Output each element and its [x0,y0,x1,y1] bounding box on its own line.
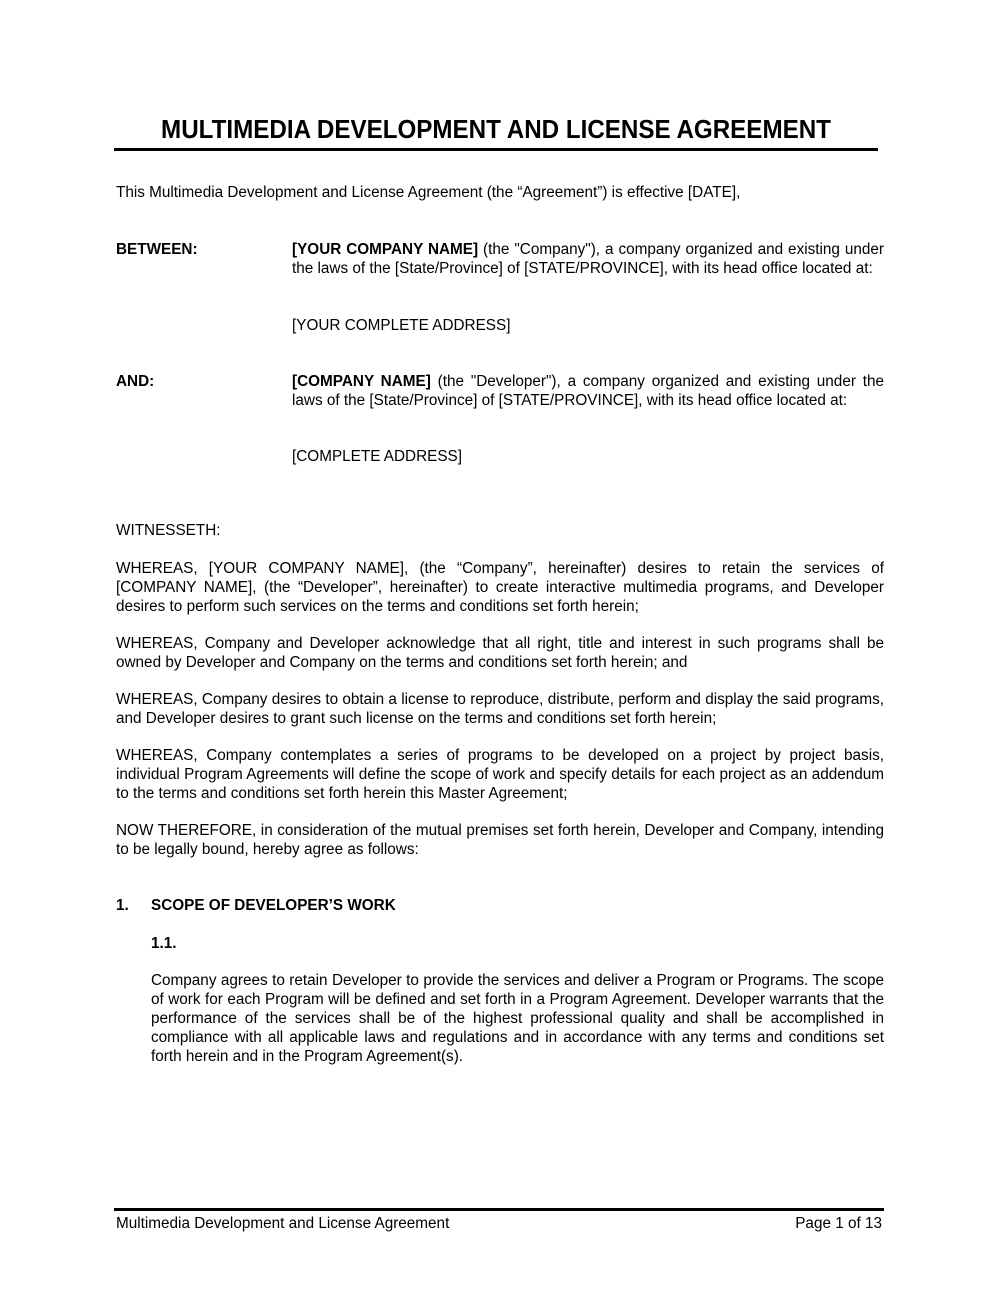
party-company-text: (the "Company"), a company organized and existing under the laws of the [State/Province] of [STATE/PROVINCE], with its head office located at: [292,241,885,277]
party-developer-description [292,372,884,410]
recital-paragraph: WHEREAS, [YOUR COMPANY NAME], (the “Company”, hereinafter) desires to retain the services of [COMPANY NAME], (the “Developer”, hereinafter) to create interactive multimedia programs, and Developer desires to perform such services on the terms and conditions set forth herein; [116,560,884,615]
document-title: MULTIMEDIA DEVELOPMENT AND LICENSE AGREEMENT [161,114,831,144]
party-label-between: BETWEEN: [116,241,198,258]
party-company-name: [YOUR COMPANY NAME] [292,241,479,258]
footer-document-name: Multimedia Development and License Agreement [116,1215,450,1232]
party-company-description [292,240,884,278]
party-developer-name: [COMPANY NAME] [292,373,431,390]
subsection-number: 1.1. [151,935,177,952]
recital-paragraph: WHEREAS, Company and Developer acknowledge that all right, title and interest in such programs shall be owned by Developer and Company on the terms and conditions set forth herein; and [116,635,884,671]
party-developer-text: (the "Developer"), a company organized and existing under the laws of the [State/Province] of [STATE/PROVINCE], with its head office located at: [292,373,884,409]
section-number: 1. [116,897,129,914]
recital-paragraph: WHEREAS, Company contemplates a series of programs to be developed on a project by project basis, individual Program Agreements will define the scope of work and specify details for each project as an addendum to the terms and conditions set forth herein this Master Agreement; [116,747,884,802]
title-underline [114,148,878,151]
section-title: SCOPE OF DEVELOPER’S WORK [151,897,396,914]
now-therefore-paragraph: NOW THEREFORE, in consideration of the mutual premises set forth herein, Developer and Company, intending to be legally bound, hereby agree as follows: [116,822,884,858]
recital-paragraph: WHEREAS, Company desires to obtain a license to reproduce, distribute, perform and display the said programs, and Developer desires to grant such license on the terms and conditions set forth herein; [116,691,884,727]
party-company-address: [YOUR COMPLETE ADDRESS] [292,317,511,334]
party-developer-address: [COMPLETE ADDRESS] [292,448,463,465]
footer-rule [114,1208,884,1211]
intro-paragraph: This Multimedia Development and License Agreement (the “Agreement”) is effective [DATE], [116,184,741,201]
subsection-paragraph: Company agrees to retain Developer to provide the services and deliver a Program or Programs. The scope of work for each Program will be defined and set forth in a Program Agreement. Developer warrants that the performance of the services shall be of the highest professional quality and shall be accomplished in compliance with all applicable laws and regulations and in accordance with any terms and conditions set forth herein and in the Program Agreement(s). [151,972,884,1065]
witnesseth-heading: WITNESSETH: [116,522,221,539]
footer-page-number: Page 1 of 13 [795,1215,882,1232]
party-label-and: AND: [116,373,155,390]
